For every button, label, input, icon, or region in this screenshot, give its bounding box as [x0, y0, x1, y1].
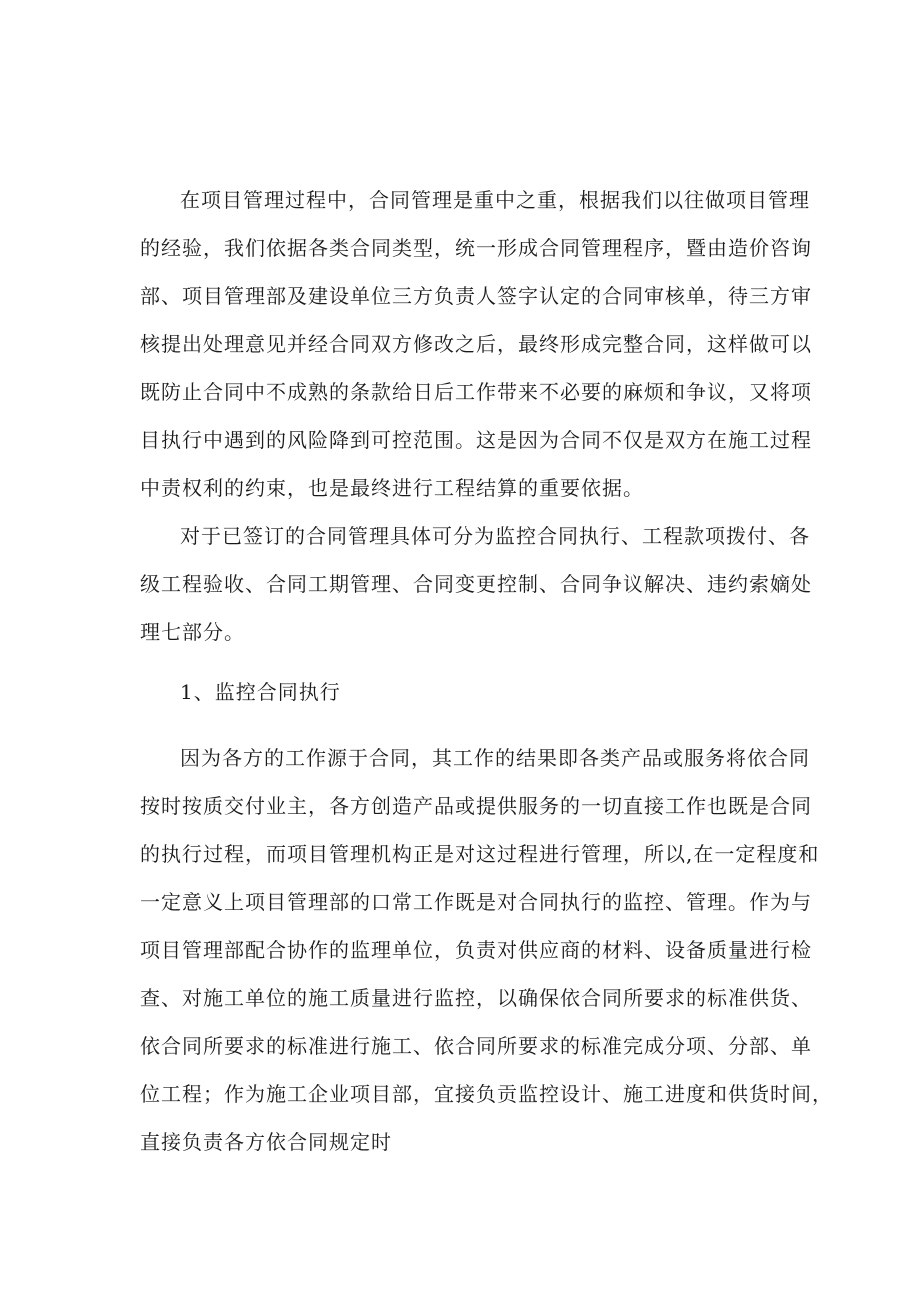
- paragraph-3-line-9: 直接负责各方依合同规定时: [140, 1130, 392, 1154]
- paragraph-3-line-5: 项目管理部配合协作的监理单位，负责对供应商的材料、设备质量进行检: [140, 938, 812, 962]
- paragraph-1-line-1: 在项目管理过程中，合同管理是重中之重，根据我们以往做项目管理: [180, 188, 810, 212]
- paragraph-2-line-3: 理七部分。: [140, 620, 245, 644]
- paragraph-1-line-5: 既防止合同中不成熟的条款给日后工作带来不必要的麻烦和争议，又将项: [140, 380, 812, 404]
- section-heading: 1、监控合同执行: [180, 680, 341, 704]
- paragraph-3-line-4: 一定意义上项目管理部的口常工作既是对合同执行的监控、管理。作为与: [140, 890, 812, 914]
- paragraph-2-line-2: 级工程验收、合同工期管理、合同变更控制、合同争议解决、违约索嫡处: [140, 572, 812, 596]
- paragraph-3-line-1: 因为各方的工作源于合同，其工作的结果即各类产品或服务将依合同: [180, 746, 810, 770]
- paragraph-2-line-1: 对于已签订的合同管理具体可分为监控合同执行、工程款项拨付、各: [180, 524, 810, 548]
- paragraph-1-line-4: 核提出处理意见并经合同双方修改之后，最终形成完整合同，这样做可以: [140, 332, 812, 356]
- paragraph-1-line-6: 目执行中遇到的风险降到可控范围。这是因为合同不仅是双方在施工过程: [140, 428, 812, 452]
- paragraph-1-line-3: 部、项目管理部及建设单位三方负责人签字认定的合同审核单，待三方审: [140, 284, 812, 308]
- paragraph-1-line-2: 的经验，我们依据各类合同类型，统一形成合同管理程序，暨由造价咨询: [140, 236, 812, 260]
- paragraph-1-line-7: 中责权利的约束，也是最终进行工程结算的重要依据。: [140, 476, 644, 500]
- paragraph-3-line-7: 依合同所要求的标准进行施工、依合同所要求的标准完成分项、分部、单: [140, 1034, 812, 1058]
- paragraph-3-line-8: 位工程；作为施工企业项目部，宜接负贡监控设计、施工进度和供货时间，: [140, 1082, 833, 1106]
- paragraph-3-line-6: 查、对施工单位的施工质量进行监控，以确保依合同所要求的标准供货、: [140, 986, 812, 1010]
- paragraph-3-line-2: 按时按质交付业主，各方创造产品或提供服务的一切直接工作也既是合同: [140, 794, 812, 818]
- paragraph-3-line-3: 的执行过程，而项目管理机构正是对这过程进行管理，所以,在一定程度和: [140, 842, 820, 866]
